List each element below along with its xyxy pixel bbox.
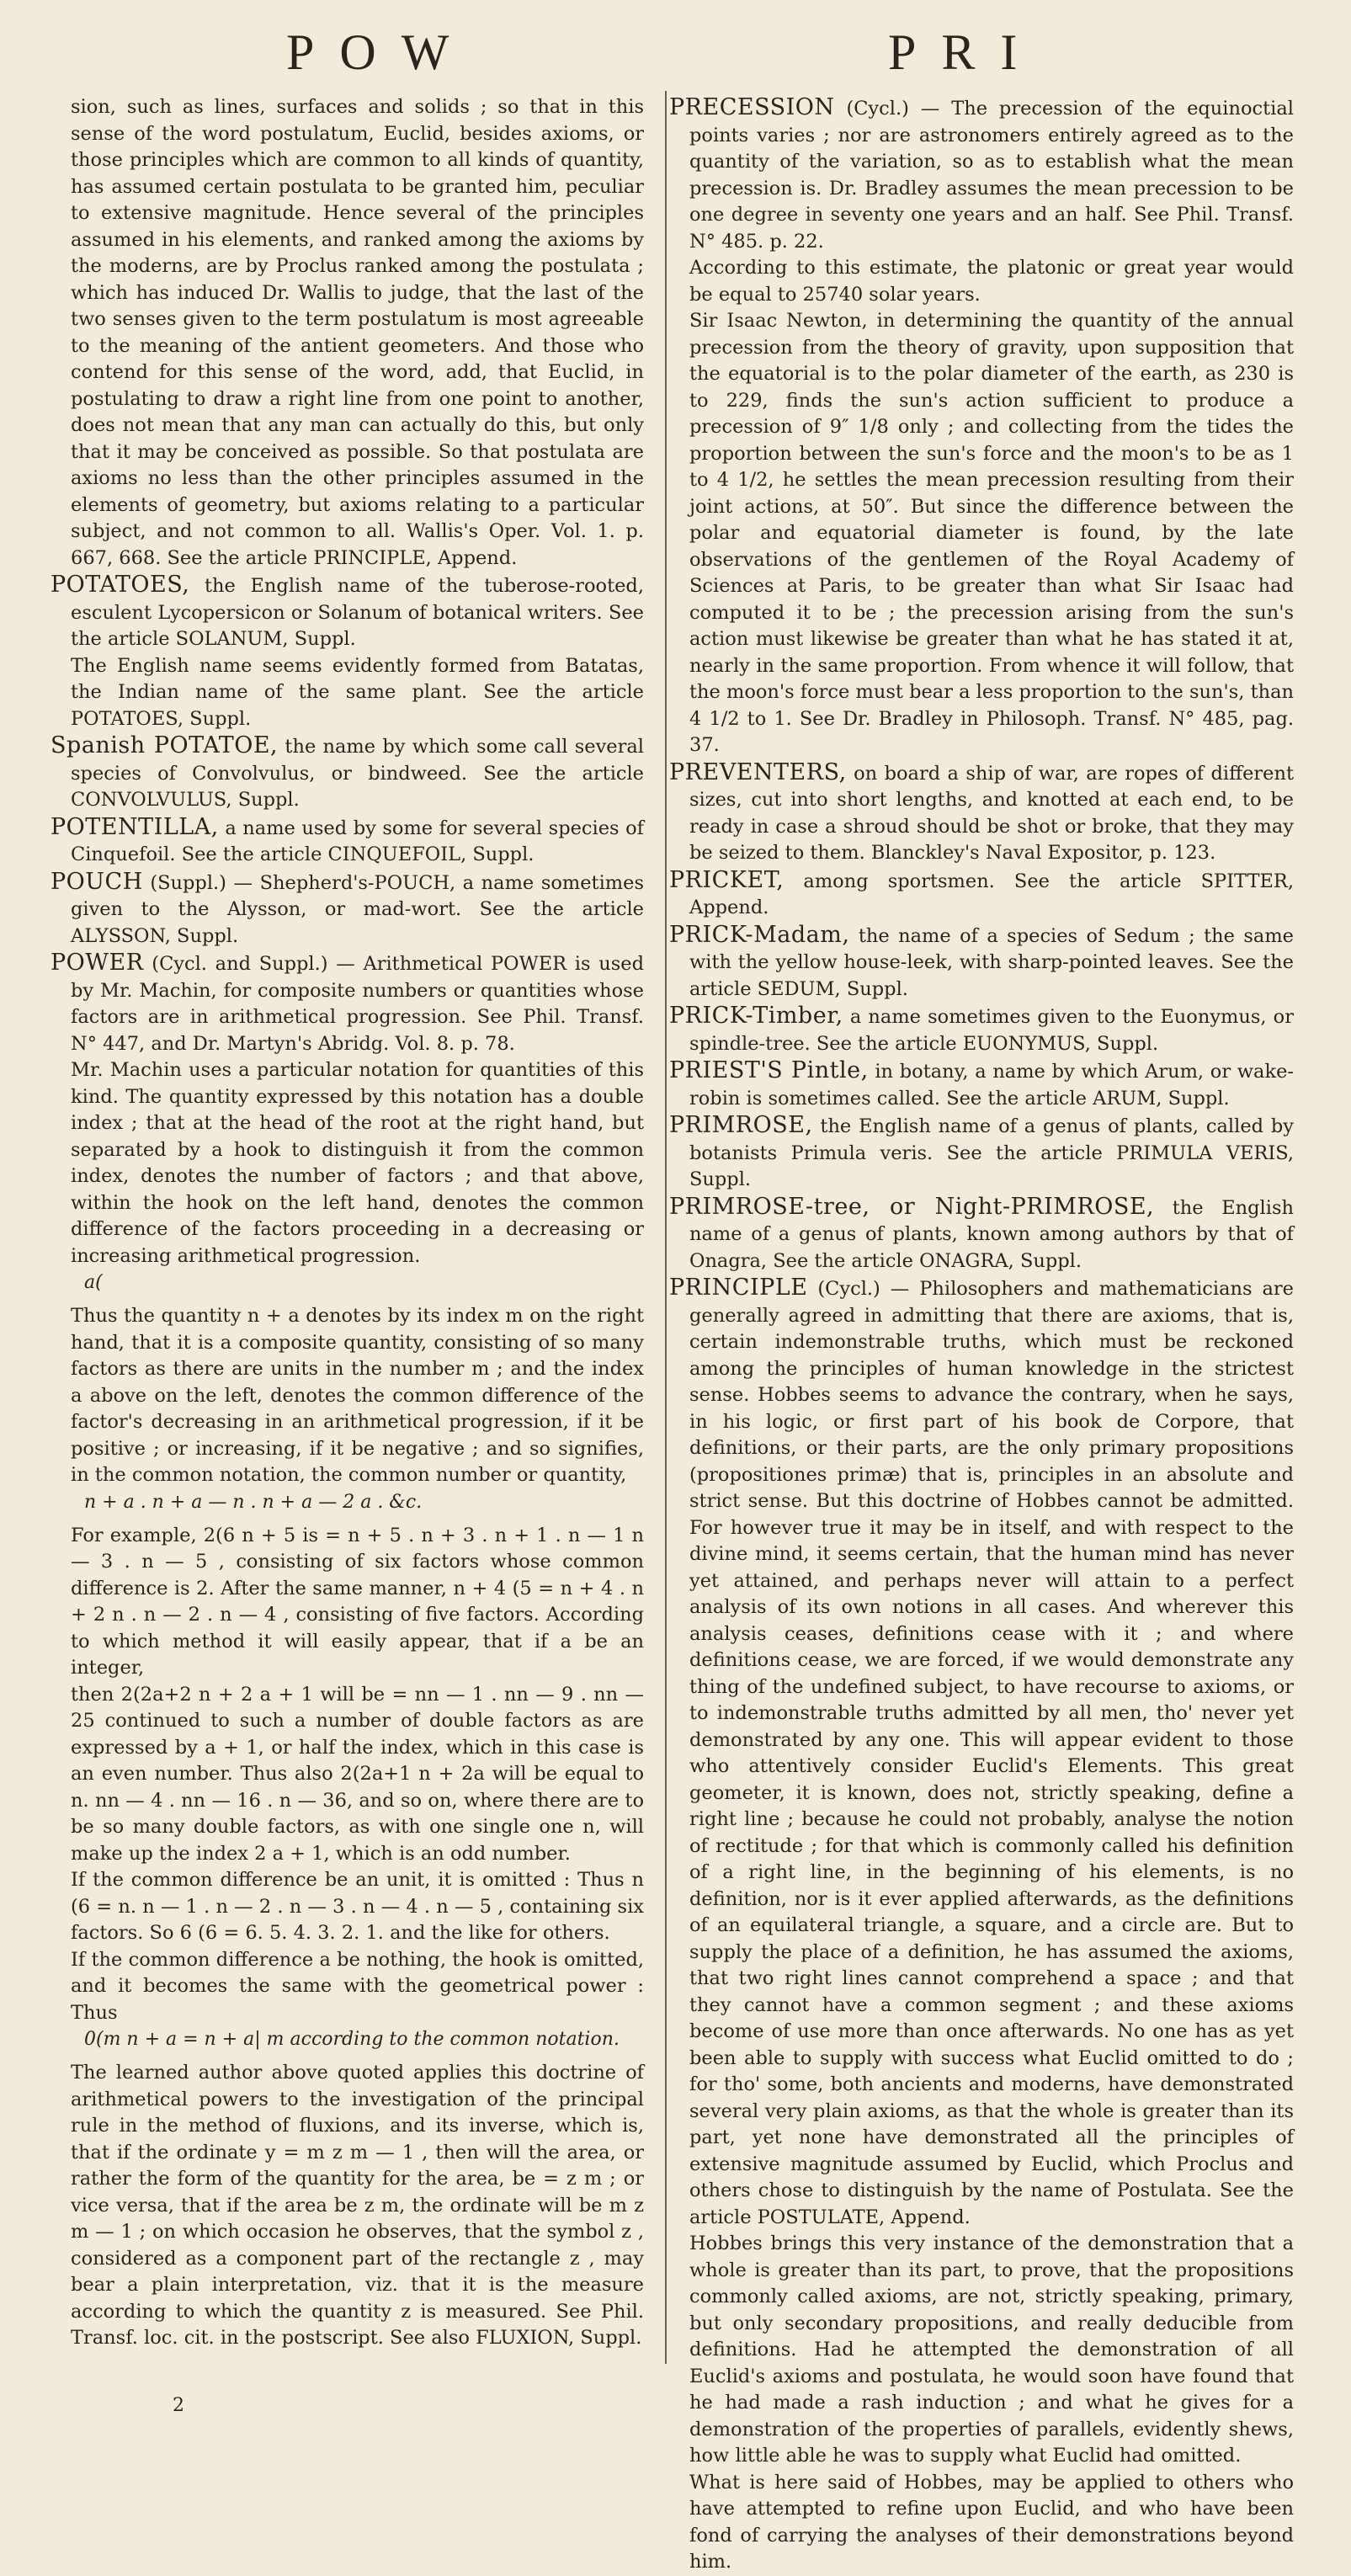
entry-text: the English name of the tuberose-rooted, esculent Lycopersicon or Solanum of botanical writers. See the article SOLANUM, Suppl. (71, 575, 644, 650)
entry-headword: POUCH (51, 868, 143, 895)
dictionary-entry (669, 1112, 1294, 1194)
entry-text: a name sometimes given to the Euonymus, or spindle-tree. See the article EUONYMUS, Suppl. (689, 1006, 1294, 1055)
dictionary-entry (51, 950, 644, 1057)
column-divider (665, 91, 667, 2364)
page-folio: 2 (173, 2395, 184, 2416)
paragraph: For example, 2(6 n + 5 is = n + 5 . n + 3 . n + 1 . n — 1 n — 3 . n — 5 , consisting of six factors whose common difference is 2. After the same manner, n + 4 (5 = n + 4 . n + 2 n . n — 2 . n — 4 , consisting of five factors. According to which method it will easily appear, that if a be an integer, (71, 1524, 644, 1679)
entry-headword: PRINCIPLE (669, 1275, 808, 1301)
entry-text: (Suppl.) — Shepherd's-POUCH, a name sometimes given to the Alysson, or mad-wort. See the article ALYSSON, Suppl. (71, 871, 644, 947)
entry-text: the name by which some call several species of Convolvulus, or bindweed. See the article CONVOLVULUS, Suppl. (71, 736, 644, 811)
dictionary-entry (669, 1057, 1294, 1112)
paragraph: Mr. Machin uses a particular notation for quantities of this kind. The quantity expressed by this notation has a double index ; that at the head of the root at the right hand, but separated by a hook to distinguish it from the common index, denotes the number of factors ; and that above, within the hook on the left hand, denotes the common difference of the factors proceeding in a decreasing or increasing arithmetical progression. (71, 1059, 644, 1267)
dictionary-entry (669, 94, 1294, 255)
dictionary-entry (51, 869, 644, 950)
entry-headword: PRICKET, (669, 866, 785, 893)
entry-headword: POWER (51, 950, 144, 976)
dictionary-entry (669, 759, 1294, 867)
paragraph: sion, such as lines, surfaces and solids ; so that in this sense of the word postulatum, Euclid, besides axioms, or those principles which are common to all kinds of quantity, has assumed certain postulata to be granted him, peculiar to extensive magnitude. Hence several of the principles assumed in his elements, and ranked among the axioms by the moderns, are by Proclus ranked among the postulata ; which has induced Dr. Wallis to judge, that the last of the two senses given to the term postulatum is most agreeable to the meaning of the antient geometers. And those who contend for this sense of the word, add, that Euclid, in postulating to draw a right line from one point to another, does not mean that any man can actually do this, but only that it may be conceived as possible. So that postulata are axioms no less than the other principles assumed in the elements of geometry, but axioms relating to a particular subject, and not common to all. Wallis's Oper. Vol. 1. p. 667, 668. See the article PRINCIPLE, Append. (71, 96, 644, 569)
entry-text: the name of a species of Sedum ; the same with the yellow house-leek, with sharp-pointed leaves. See the article SEDUM, Suppl. (689, 924, 1294, 1000)
paragraph: Hobbes brings this very instance of the demonstration that a whole is greater than its part, to prove, that the propositions commonly called axioms, are not, strictly speaking, primary, but only secondary propositions, and really deducible from definitions. Had he attempted the demonstration of all Euclid's axioms and postulata, he would soon have found that he had made a rash induction ; and what he gives for a demonstration of the properties of parallels, evidently shews, how little able he was to supply what Euclid had omitted. (689, 2233, 1294, 2467)
right-column (669, 94, 1294, 2576)
entry-headword: PREVENTERS, (669, 758, 847, 785)
entry-headword: PRIMROSE-tree, or Night-PRIMROSE, (669, 1193, 1155, 1220)
paragraph: What is here said of Hobbes, may be applied to others who have attempted to refine upon Euclid, and who have been fond of carrying the analyses of their demonstrations beyond him. (689, 2471, 1294, 2573)
paragraph: If the common difference a be nothing, the hook is omitted, and it becomes the same with the geometrical power : Thus (71, 1948, 644, 2024)
entry-text: on board a ship of war, are ropes of different sizes, cut into short lengths, and knotted at each end, to be ready in case a shroud should be shot or broke, that they may be seized to them. Blanckley's Naval Expositor, p. 123. (689, 762, 1294, 864)
left-column (51, 94, 644, 2352)
entry-text: (Cycl. and Suppl.) — Arithmetical POWER is used by Mr. Machin, for composite numbers or quantities whose factors are in arithmetical progression. See Phil. Transf. N° 447, and Dr. Martyn's Abridg. Vol. 8. p. 78. (71, 953, 644, 1055)
paragraph: then 2(2a+2 n + 2 a + 1 will be = nn — 1 . nn — 9 . nn — 25 continued to such a number of double factors as are expressed by a + 1, or half the index, which in this case is an even number. Thus also 2(2a+1 n + 2a will be equal to n. nn — 4 . nn — 16 . n — 36, and so on, where there are to be so many double factors, as with one single one n, will make up the index 2 a + 1, which is an odd number. (71, 1683, 644, 1865)
paragraph: If the common difference be an unit, it is omitted : Thus n (6 = n. n — 1 . n — 2 . n — 3 . n — 4 . n — 5 , containing six factors. So 6 (6 = 6. 5. 4. 3. 2. 1. and the like for others. (71, 1869, 644, 1944)
dictionary-entry (669, 922, 1294, 1003)
dictionary-entry (669, 867, 1294, 922)
paragraph: Sir Isaac Newton, in determining the quantity of the annual precession from the theory of gravity, upon supposition that the equatorial is to the polar diameter of the earth, as 230 is to 229, finds the sun's action sufficient to produce a precession of 9″ 1/8 only ; and collecting from the tides the proportion between the sun's force and the moon's to be as 1 to 4 1/2, he settles the mean precession resulting from their joint actions, at 50″. But since the difference between the polar and equatorial diameter is found, by the late observations of the gentlemen of the Royal Academy of Sciences at Paris, to be greater than what Sir Isaac had computed it to be ; the precession arising from the sun's action must likewise be greater than what he has stated it at, nearly in the same proportion. From whence it will follow, that the moon's force must bear a less proportion to the sun's, than 4 1/2 to 1. See Dr. Bradley in Philosoph. Transf. N° 485, pag. 37. (689, 310, 1295, 756)
entry-text: among sportsmen. See the article SPITTER, Append. (689, 870, 1294, 918)
entry-text: (Cycl.) — Philosophers and mathematicians are generally agreed in admitting that there are axioms, that is, certain indemonstrable truths, which must be reckoned among the principles of human knowledge in the strictest sense. Hobbes seems to advance the contrary, when he says, in his logic, or first part of his book de Corpore, that definitions, or their parts, are the only primary propositions (propositiones primæ) that is, principles in an absolute and strict sense. But this doctrine of Hobbes cannot be admitted. For however true it may be in itself, and with respect to the divine mind, it seems certain, that the human mind has never yet attained, and perhaps never will attain to a perfect analysis of its own notions in all cases. And wherever this analysis ceases, definitions cease with it ; and where definitions cease, we are forced, if we would demonstrate any thing of the undefined subject, to have recourse to axioms, or to indemonstrable truths admitted by all men, tho' never yet demonstrated by any one. This will appear evident to those who attentively consider Euclid's Elements. This great geometer, it is known, does not, strictly speaking, define a right line ; because he could not probably, analyse the notion of rectitude ; for that which is commonly called his definition of a right line, in the beginning of his elements, is no definition, nor is it ever applied afterwards, as the definitions of an equilateral triangle, a square, and a circle are. But to supply the place of a definition, he has assumed the axioms, that two right lines cannot comprehend a space ; and that they cannot have a common segment ; and these axioms become of use more than once afterwards. No one has as yet been able to supply with success what Euclid omitted to do ; for tho' some, both ancients and moderns, have demonstrated several very plain axioms, as that the whole is greater than its part, yet none have demonstrated all the principles of extensive magnitude assumed by Euclid, which Proclus and others chose to distinguish by the name of Postulata. See the article POSTULATE, Append. (689, 1278, 1294, 2228)
entry-text: a name used by some for several species of Cinquefoil. See the article CINQUEFOIL, Suppl. (71, 817, 644, 865)
paragraph: The English name seems evidently formed from Batatas, the Indian name of the same plant. See the article POTATOES, Suppl. (71, 654, 644, 730)
paragraph: Thus the quantity n + a denotes by its index m on the right hand, that it is a composite quantity, consisting of so many factors as there are units in the number m ; and the index a above on the left, denotes the common difference of the factor's decreasing in an arithmetical progression, if it be positive ; or increasing, if it be negative ; and so signifies, in the common notation, the common number or quantity, (71, 1305, 644, 1486)
entry-headword: PRICK-Madam, (669, 921, 850, 948)
dictionary-entry (51, 572, 644, 653)
entry-headword: Spanish POTATOE, (51, 732, 279, 758)
formula-line: 0(m n + a = n + a| m according to the common notation. (84, 2029, 620, 2050)
formula-line: a( (84, 1272, 103, 1293)
entry-headword: PRIEST'S Pintle, (669, 1057, 869, 1083)
dictionary-entry (51, 814, 644, 869)
running-head-right: PRI (888, 24, 1043, 80)
paragraph: The learned author above quoted applies this doctrine of arithmetical powers to the investigation of the principal rule in the method of fluxions, and its inverse, which is, that if the ordinate y = m z m — 1 , then will the area, or rather the form of the quantity for the area, be = z m ; or vice versa, that if the area be z m, the ordinate will be m z m — 1 ; on which occasion he observes, that the symbol z , considered as a component part of the rectangle z , may bear a plain interpretation, viz. that it is the measure according to which the quantity z is measured. See Phil. Transf. loc. cit. in the postscript. See also FLUXION, Suppl. (71, 2062, 644, 2349)
formula-line: n + a . n + a — n . n + a — 2 a . &c. (84, 1491, 423, 1513)
entry-headword: PRIMROSE, (669, 1112, 813, 1138)
entry-headword: PRICK-Timber, (669, 1003, 843, 1029)
entry-text: the English name of a genus of plants, called by botanists Primula veris. See the article PRIMULA VERIS, Suppl. (689, 1115, 1294, 1190)
entry-headword: PRECESSION (669, 94, 835, 120)
entry-text: the English name of a genus of plants, known among authors by that of Onagra, See the article ONAGRA, Suppl. (689, 1196, 1294, 1272)
paragraph: According to this estimate, the platonic or great year would be equal to 25740 solar years. (689, 257, 1294, 306)
dictionary-entry (669, 1275, 1294, 2231)
running-head-left: POW (286, 24, 475, 80)
entry-headword: POTATOES, (51, 572, 190, 598)
entry-text: in botany, a name by which Arum, or wake-robin is sometimes called. See the article ARUM, Suppl. (689, 1061, 1294, 1110)
dictionary-entry (51, 732, 644, 814)
entry-headword: POTENTILLA, (51, 813, 219, 840)
dictionary-entry (669, 1003, 1294, 1057)
dictionary-entry (669, 1194, 1294, 1275)
entry-text: (Cycl.) — The precession of the equinoctial points varies ; nor are astronomers entirely agreed as to the quantity of the variation, so as to establish what the mean precession is. Dr. Bradley assumes the mean precession to be one degree in seventy one years and an half. See Phil. Transf. N° 485. p. 22. (689, 98, 1294, 253)
